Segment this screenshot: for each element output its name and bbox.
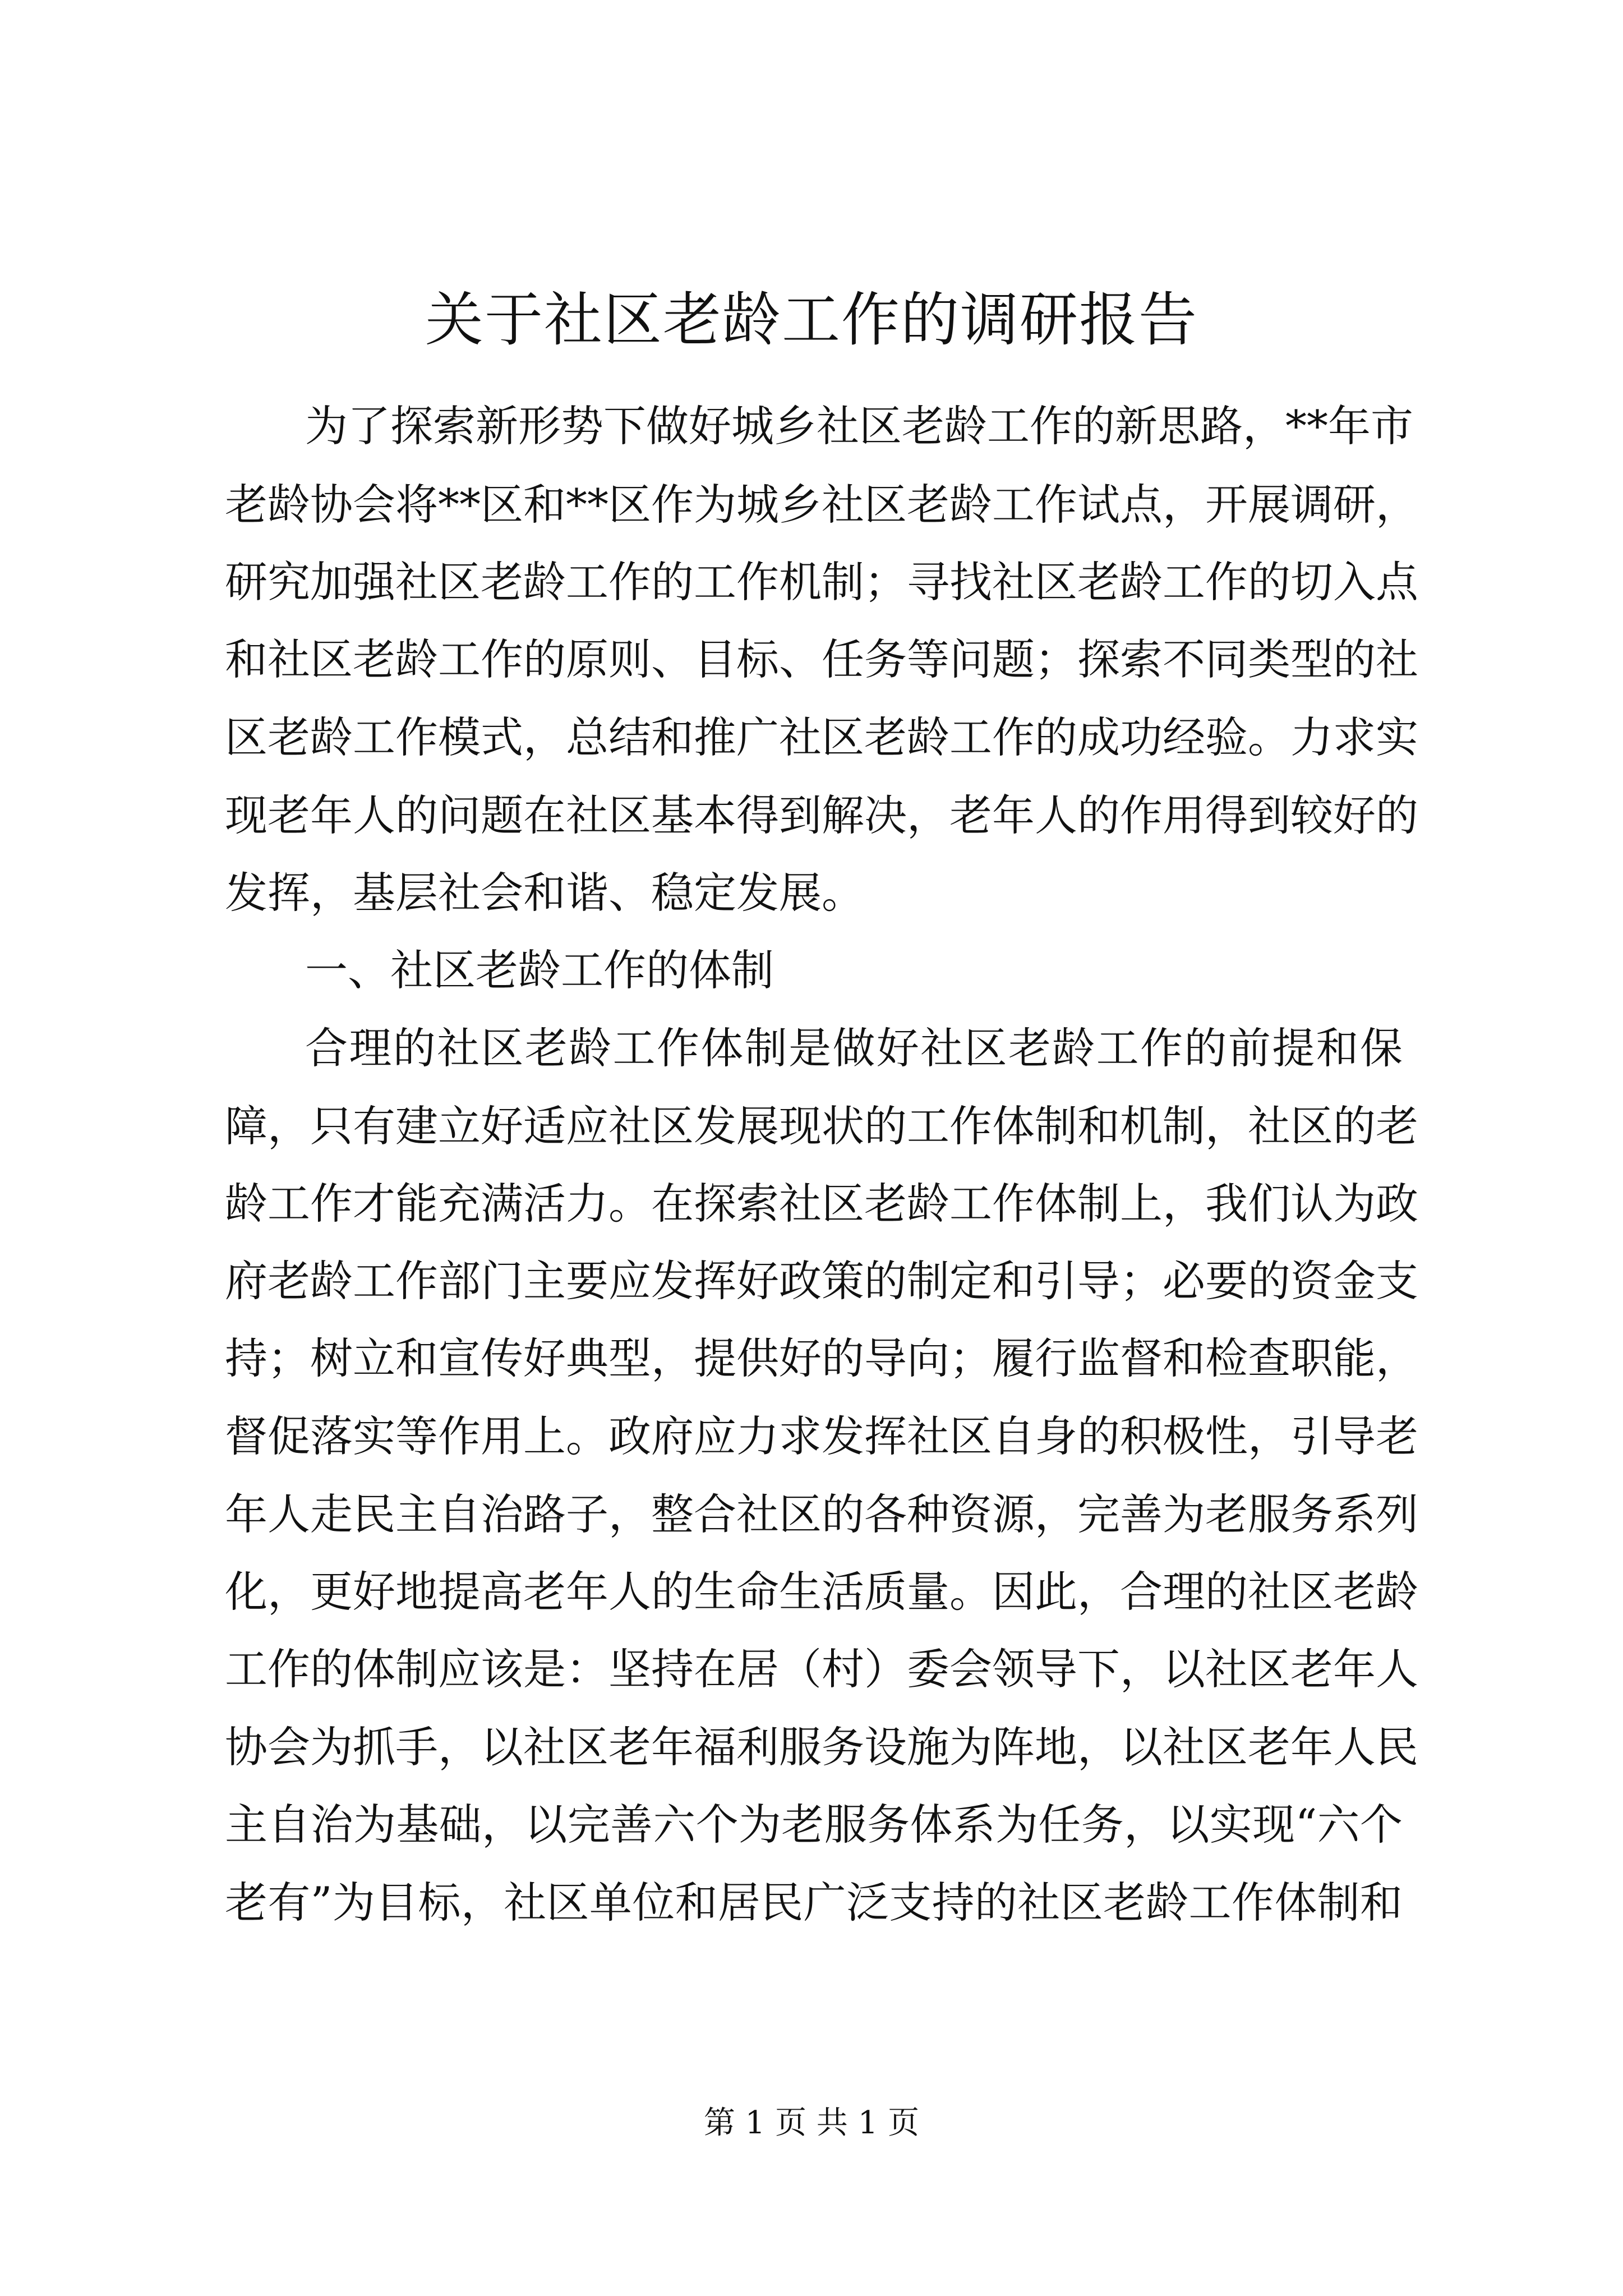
paragraph-line: 现老年人的问题在社区基本得到解决，老年人的作用得到较好的: [225, 790, 1418, 840]
paragraph-line: 发挥，基层社会和谐、稳定发展。: [225, 868, 864, 918]
paragraph-line: 老龄协会将**区和**区作为城乡社区老龄工作试点，开展调研，: [225, 480, 1418, 530]
paragraph-line: 主自治为基础，以完善六个为老服务体系为任务，以实现“六个: [225, 1800, 1403, 1849]
paragraph-line: 化，更好地提高老年人的生命生活质量。因此，合理的社区老龄: [225, 1567, 1418, 1617]
paragraph-line: 为了探索新形势下做好城乡社区老龄工作的新思路，**年市: [305, 401, 1413, 451]
paragraph-line: 和社区老龄工作的原则、目标、任务等问题；探索不同类型的社: [225, 634, 1418, 684]
paragraph-line: 区老龄工作模式，总结和推广社区老龄工作的成功经验。力求实: [225, 712, 1418, 762]
document-title: 关于社区老龄工作的调研报告: [425, 286, 1198, 354]
paragraph-line: 工作的体制应该是：坚持在居（村）委会领导下，以社区老年人: [225, 1644, 1418, 1694]
paragraph-line: 府老龄工作部门主要应发挥好政策的制定和引导；必要的资金支: [225, 1256, 1418, 1306]
paragraph-line: 年人走民主自治路子，整合社区的各种资源，完善为老服务系列: [225, 1489, 1418, 1539]
page-footer: 第 1 页 共 1 页: [703, 2105, 920, 2141]
paragraph-line: 合理的社区老龄工作体制是做好社区老龄工作的前提和保: [305, 1023, 1403, 1073]
paragraph-line: 龄工作才能充满活力。在探索社区老龄工作体制上，我们认为政: [225, 1179, 1418, 1228]
section-heading: 一、社区老龄工作的体制: [305, 945, 774, 995]
paragraph-line: 障，只有建立好适应社区发展现状的工作体制和机制，社区的老: [225, 1101, 1418, 1151]
paragraph-line: 协会为抓手，以社区老年福利服务设施为阵地，以社区老年人民: [225, 1722, 1418, 1772]
paragraph-line: 督促落实等作用上。政府应力求发挥社区自身的积极性，引导老: [225, 1411, 1418, 1461]
paragraph-line: 持；树立和宣传好典型，提供好的导向；履行监督和检查职能，: [225, 1333, 1418, 1383]
paragraph-line: 研究加强社区老龄工作的工作机制；寻找社区老龄工作的切入点: [225, 557, 1418, 607]
paragraph-line: 老有”为目标，社区单位和居民广泛支持的社区老龄工作体制和: [225, 1878, 1403, 1927]
